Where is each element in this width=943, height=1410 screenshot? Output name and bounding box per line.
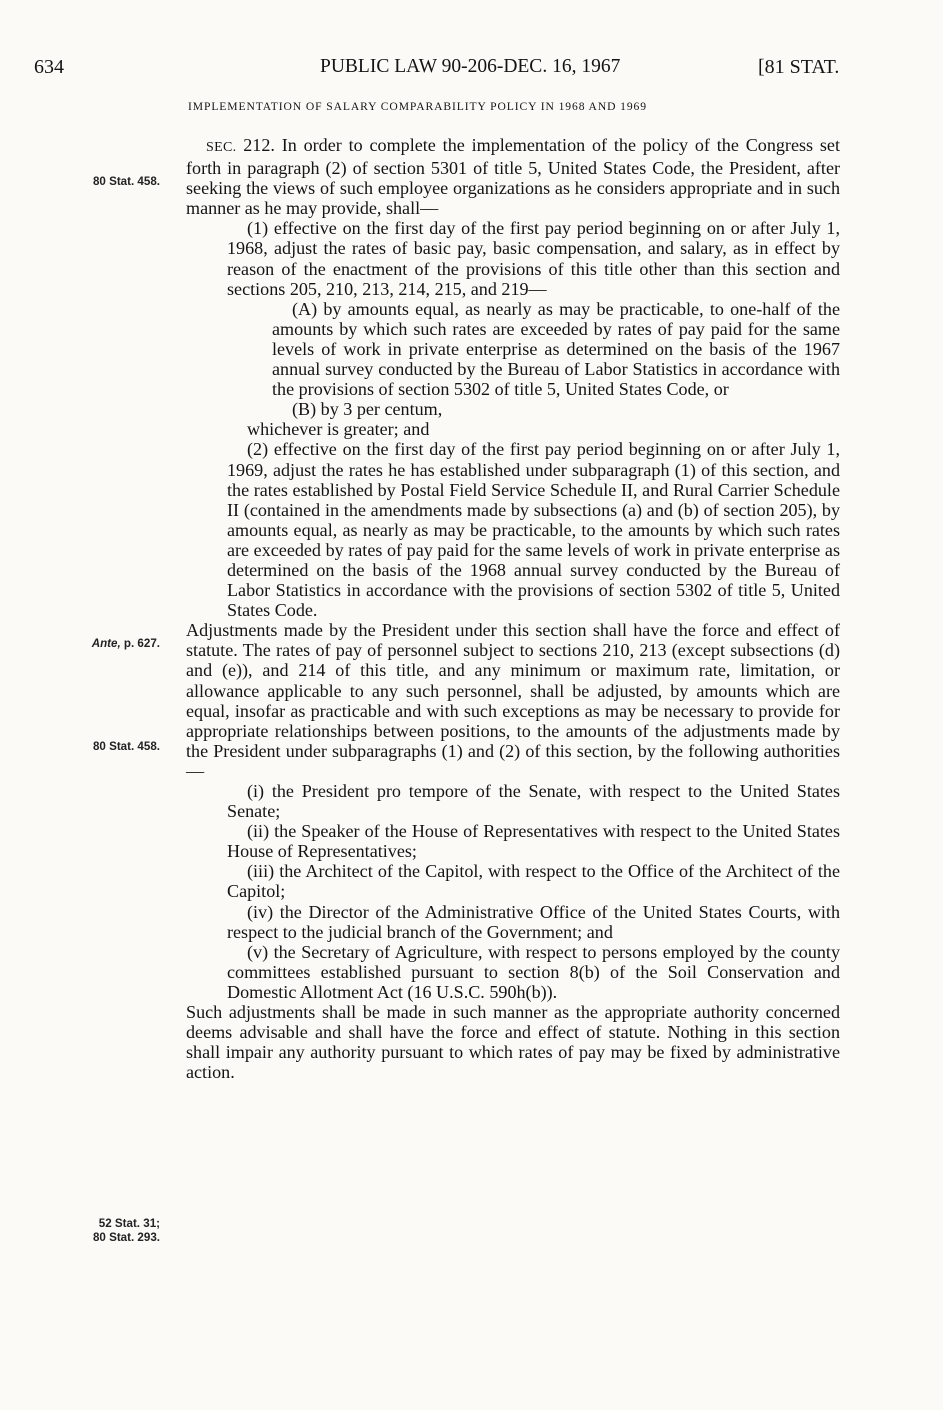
sidenote-80-stat-458: 80 Stat. 458.	[92, 175, 160, 188]
section-heading: IMPLEMENTATION OF SALARY COMPARABILITY POLICY IN 1968 AND 1969	[188, 100, 647, 113]
paragraph-1: (1) effective on the first day of the first pay period beginning on or after July 1, 1968, adjust the rates of basic pay, basic compensation, and salary, as in effect by reason of the enactment of the provisions of this title other than this section and sections 205, 210, 213, 214, 215, and 219—	[227, 218, 840, 299]
adjustments-paragraph: Adjustments made by the President under this section shall have the force and effect of statute. The rates of pay of personnel subject to sections 210, 213 (except subsections (d) and (e)), and 214 of this title, and any minimum or maximum rate, limitation, or allowance applicable to any such personnel, shall be adjusted, by amounts which are equal, insofar as practicable and with such exceptions as may be necessary to provide for appropriate relationships between positions, to the amounts of the adjustments made by the President under subparagraphs (1) and (2) of this section, by the following authorities—	[186, 620, 840, 781]
sidenote-ante-italic: Ante,	[91, 637, 121, 650]
section-body	[186, 135, 840, 1082]
subparagraph-1b: (B) by 3 per centum,	[292, 399, 443, 420]
subparagraph-1a: (A) by amounts equal, as nearly as may be practicable, to one-half of the amounts by which such rates are exceeded by rates of pay paid for the same levels of work in private enterprise as determined on the basis of the 1967 annual survey conducted by the Bureau of Labor Statistics in accordance with the provisions of section 5302 of title 5, United States Code, or	[272, 298, 840, 400]
sec-label: SEC.	[206, 140, 237, 155]
running-head: PUBLIC LAW 90-206-DEC. 16, 1967	[320, 56, 621, 77]
sidenote-80-stat-458-second: 80 Stat. 458.	[92, 740, 160, 753]
authority-ii: (ii) the Speaker of the House of Representatives with respect to the United States House of Representatives;	[227, 821, 840, 862]
sidenote-52-stat-31-line2: 80 Stat. 293.	[92, 1231, 160, 1244]
authority-i: (i) the President pro tempore of the Senate, with respect to the United States Senate;	[227, 781, 840, 822]
section-intro-text: 212. In order to complete the implementation of the policy of the Congress set forth in paragraph (2) of section 5301 of title 5, United States Code, the President, after seeking the views of such employee organizations as he considers appropriate and in such manner as he may provide, shall—	[186, 135, 840, 219]
statutes-reference: [81 STAT.	[758, 56, 840, 78]
closing-paragraph: Such adjustments shall be made in such manner as the appropriate authority concerned deems advisable and shall have the force and effect of statute. Nothing in this section shall impair any authority pursuant to which rates of pay may be fixed by administrative action.	[186, 1002, 840, 1083]
section-intro	[186, 135, 840, 218]
sidenote-52-stat-31-line1: 52 Stat. 31;	[98, 1217, 160, 1230]
paragraph-2: (2) effective on the first day of the first pay period beginning on or after July 1, 1969, adjust the rates he has established under subparagraph (1) of this section, and the rates established by Postal Field Service Schedule II, and Rural Carrier Schedule II (contained in the amendments made by subsections (a) and (b) of section 205), by amounts equal, as nearly as may be practicable, to the amounts by which such rates are exceeded by rates of pay paid for the same levels of work in private enterprise as determined on the basis of the 1968 annual survey conducted by the Bureau of Labor Statistics in accordance with the provisions of section 5302 of title 5, United States Code.	[227, 439, 840, 621]
page-number: 634	[34, 56, 64, 78]
authority-iii: (iii) the Architect of the Capitol, with respect to the Office of the Architect of the Capitol;	[227, 861, 840, 902]
sidenote-ante	[0, 637, 160, 651]
sidenote-ante-page: p. 627.	[120, 637, 160, 650]
authority-v: (v) the Secretary of Agriculture, with respect to persons employed by the county committees established pursuant to section 8(b) of the Soil Conservation and Domestic Allotment Act (16 U.S.C. 590h(b)).	[227, 941, 840, 1002]
authority-iv: (iv) the Director of the Administrative Office of the United States Courts, with respect to the judicial branch of the Government; and	[227, 901, 840, 942]
whichever-clause: whichever is greater; and	[247, 419, 430, 440]
